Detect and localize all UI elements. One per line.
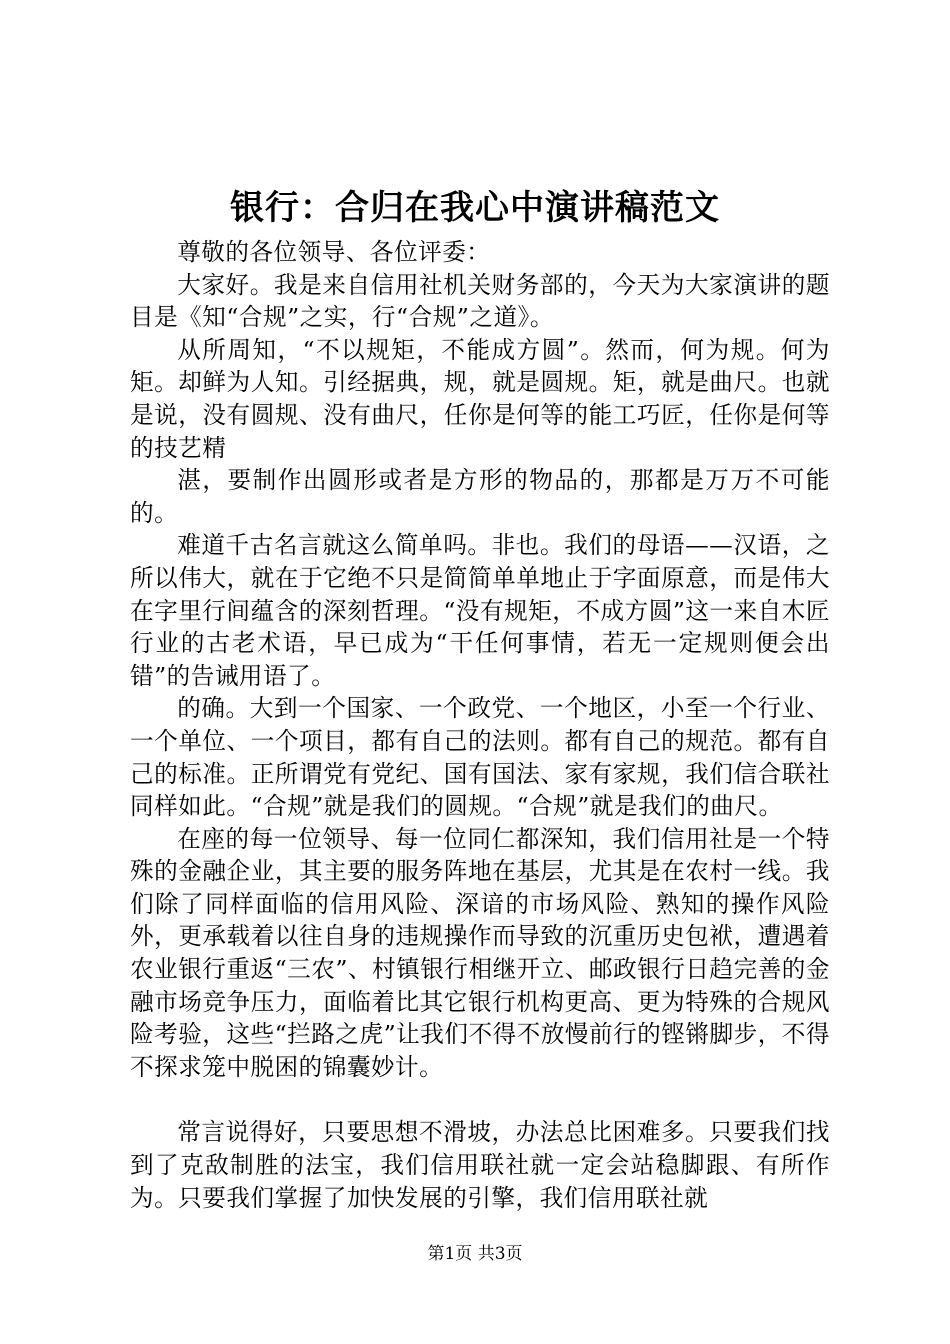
paragraph-risks: 在座的每一位领导、每一位同仁都深知，我们信用社是一个特殊的金融企业，其主要的服务阵地在基层，尤其是在农村一线。我们除了同样面临的信用风险、深谙的市场风险、熟知的操作风险外，更承载着以往自身的违规操作而导致的沉重历史包袱，遭遇着农业银行重返“三农”、村镇银行相继开立、邮政银行日趋完善的金融市场竞争压力，面临着比其它银行机构更高、更为特殊的合规风险考验，这些“拦路之虎”让我们不得不放慢前行的铿锵脚步，不得不探求笼中脱困的锦囊妙计。 <box>130 824 830 1081</box>
document-body <box>130 236 830 1214</box>
paragraph-rules: 从所周知，“不以规矩，不能成方圆”。然而，何为规。何为矩。却鲜为人知。引经据典，规，就是圆规。矩，就是曲尺。也就是说，没有圆规、没有曲尺，任你是何等的能工巧匠，任你是何等的技艺精 <box>130 335 830 462</box>
paragraph-greeting: 大家好。我是来自信用社机关财务部的，今天为大家演讲的题目是《知“合规”之实，行“合规”之道》。 <box>130 270 830 332</box>
page-footer: 第1页 共3页 <box>427 1244 523 1264</box>
paragraph-salutation: 尊敬的各位领导、各位评委： <box>177 238 491 266</box>
paragraph-standards: 的确。大到一个国家、一个政党、一个地区，小至一个行业、一个单位、一个项目，都有自己的法则。都有自己的规范。都有自己的标准。正所谓党有党纪、国有国法、家有家规，我们信合联社同样如此。“合规”就是我们的圆规。“合规”就是我们的曲尺。 <box>130 694 830 821</box>
paragraph-rules-continued: 湛，要制作出圆形或者是方形的物品的，那都是万万不可能的。 <box>130 466 830 527</box>
document-title: 银行：合归在我心中演讲稿范文 <box>230 188 720 228</box>
paragraph-proverb: 难道千古名言就这么简单吗。非也。我们的母语——汉语，之所以伟大，就在于它绝不只是简简单单地止于字面原意，而是伟大在字里行间蕴含的深刻哲理。“没有规矩，不成方圆”这一来自木匠行业的古老术语，早已成为“干任何事情，若无一定规则便会出错”的告诫用语了。 <box>130 531 830 690</box>
paragraph-solutions: 常言说得好，只要思想不滑坡，办法总比困难多。只要我们找到了克敌制胜的法宝，我们信用联社就一定会站稳脚跟、有所作为。只要我们掌握了加快发展的引擎，我们信用联社就 <box>130 1118 830 1212</box>
